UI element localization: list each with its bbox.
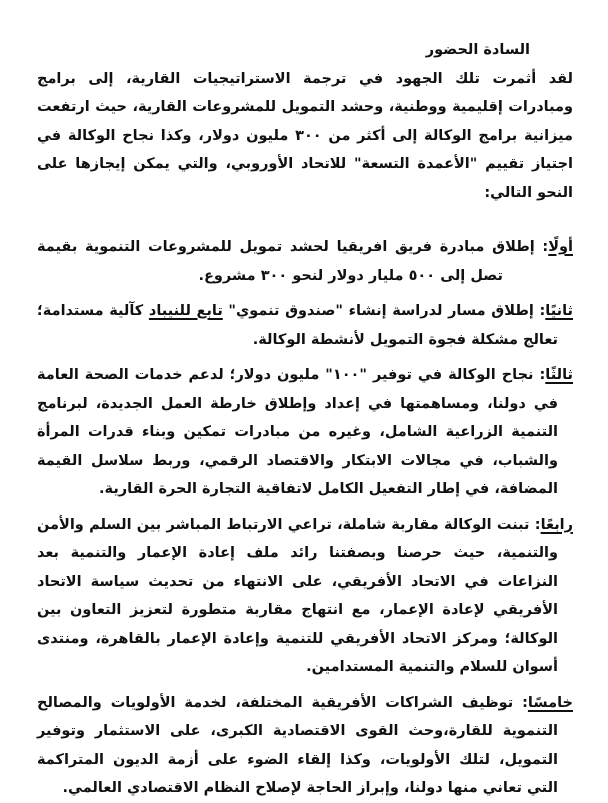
paragraph-text: إطلاق مبادرة فريق افريقيا لحشد تمويل للمشروعات التنموية بقيمة تصل إلى ٥٠٠ مليار دولار لنحو ٣٠٠ مشروع. [37,239,535,284]
intro-paragraph: لقد أثمرت تلك الجهود في ترجمة الاستراتيجيات القارية، إلى برامج ومبادرات إقليمية ووطنية، وحشد التمويل للمشروعات القارية، حيث ارتفعت ميزانية برامج الوكالة إلى أكثر من ٣٠٠ مليون دولار، وكذا نجاح الوكالة في اجتياز تقييم "الأعمدة التسعة" للاتحاد الأوروبي، والتي يمكن إيجازها على النحو التالي: [37,70,573,201]
ordinal-separator: : [533,303,546,319]
ordinal-paragraph [37,297,573,354]
paragraph-text: كآلية مستدامة؛ تعالج مشكلة فجوة التمويل لأنشطة الوكالة. [37,303,558,348]
underlined-phrase: تابع للنيباد [148,303,223,319]
ordinal-separator: : [513,694,528,711]
ordinal-paragraph [37,511,573,682]
paragraph-text: توظيف الشراكات الأفريقية المختلفة، لخدمة الأولويات والمصالح التنموية للقارة،وحث القوى الاقتصادية الكبرى، على الاستثمار وتوفير التمويل، لتلك الأولويات، وكذا إلقاء الضوء على أزمة الديون المتراكمة التي تعاني منها دولنا، وإبراز الحاجة لإصلاح النظام الاقتصادي العالمي. [37,694,558,796]
ordinal-label: خامسًا [527,694,573,711]
ordinal-paragraph [37,233,573,290]
ordinal-separator: : [533,367,546,383]
ordinal-label: ثانيًا [545,303,573,319]
ordinal-paragraph [37,361,573,504]
ordinal-separator: : [529,516,541,533]
ordinal-items-list [37,233,573,803]
page-title: السادة الحضور [425,42,530,58]
paragraph-text: إطلاق مسار لدراسة إنشاء "صندوق تنموي" [222,303,534,319]
ordinal-label: رابعًا [540,516,573,533]
ordinal-separator: : [534,239,549,255]
ordinal-paragraph [37,689,573,803]
paragraph-text: نجاح الوكالة في توفير "١٠٠" مليون دولار؛ لدعم خدمات الصحة العامة في دولنا، ومساهمتها في إعداد وإطلاق خارطة العمل الجديدة، لبرنامج التنمية الزراعية الشامل، وغيره من مبادرات تمكين وبناء قدرات المرأة والشباب، في مجالات الابتكار والاقتصاد الرقمي، وربط سلاسل القيمة المضافة، في إطار التفعيل الكامل لاتفاقية التجارة الحرة القارية. [37,367,558,497]
ordinal-label: أولًا [548,239,573,255]
ordinal-label: ثالثًا [545,367,573,383]
paragraph-text: تبنت الوكالة مقاربة شاملة، تراعي الارتباط المباشر بين السلم والأمن والتنمية، حيث حرصنا وبصفتنا رائد ملف إعادة الإعمار والتنمية بعد النزاعات في الاتحاد الأفريقي، على الانتهاء من تحديث سياسة الاتحاد الأفريقي لإعادة الإعمار، مع انتهاج مقاربة متطورة لتعزيز التعاون بين الوكالة؛ ومركز الاتحاد الأفريقي للتنمية وإعادة الإعمار بالقاهرة، ومنتدى أسوان للسلام والتنمية المستدامين. [37,516,558,675]
